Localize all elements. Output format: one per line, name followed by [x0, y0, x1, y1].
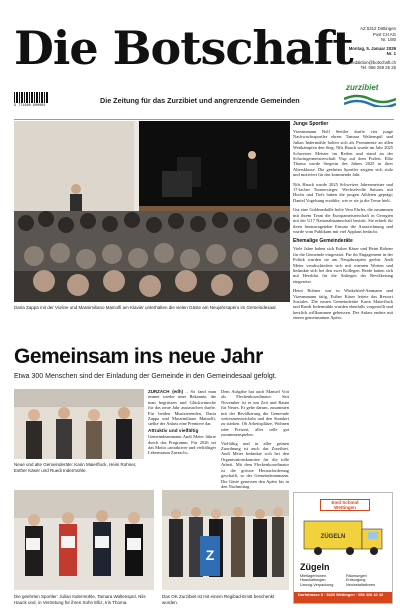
- caption-gemeinderaete: Neue und alte Gemeinderäte: Karin Maierfluck, Heini Rohner, Esther Käser und Ruedi Indermühle.: [14, 462, 137, 473]
- ad-service: Räumungen: [346, 574, 367, 578]
- ad-brand-line: Wettingen: [334, 504, 356, 510]
- svg-text:ZÜGELN: ZÜGELN: [320, 534, 346, 540]
- barcode-icon: [14, 92, 48, 103]
- ad-service: Umzug-Verpackung: [300, 582, 334, 587]
- logo-text: zurzibiet: [346, 83, 379, 92]
- article-text: Dem Aufgabe hat auch Manuel Voit als Fleckenkoordinator. Seit November ist es um Zeit und Raum für Neues. Er gehe darum, zusammen mit der Bevölkerung die Gemeinde weiterzuentwickeln und den Standort zu stärken. Ob Arbeitsplätze, Wohnen oder Freizeit, alles solle gut zusammenspielen.: [221, 389, 289, 438]
- article-text: Gemeindeammann Andi Meier führte durch das Programm. Für 2026 sei das Motto «attraktiver und vielfältiger Lebensraum Zurzach».: [148, 434, 216, 456]
- ad-emil-schmid[interactable]: [293, 492, 393, 604]
- sidebar-heading-sportler: Junge Sportler: [293, 121, 329, 127]
- caption-top: Daria Zappa mit der Violine und Massimiliano Mainolfi am Klavier unterhalten die vielen Gäste am Neujahrsapéro im Gemeindesaal.: [14, 305, 277, 310]
- newspaper-title: Die Botschaft: [14, 21, 353, 75]
- meta-line: Post CH AG: [372, 31, 396, 37]
- contact-phone: Tel. 056 269 25 25: [360, 65, 396, 70]
- article-headline: Gemeinsam ins neue Jahr: [14, 345, 263, 368]
- sidebar-paragraph: Gut eine Goldmedaille holte Vera Ehrler, die zusammen mit ihrem Team die Europameisterschaft in Georgien mit der U17 Nationalmannschaft bestritt. Sie erhielt für ihren herausragenden Einsatz die Auszeichnung und wurde vom Publikum mit viel Applaus bedacht.: [293, 207, 393, 234]
- tagline: Die Zeitung für das Zurzibiet und angrenzende Gemeinden: [100, 96, 300, 105]
- folio-divider: [14, 119, 394, 120]
- photo-sportler: [14, 490, 154, 590]
- article-column-1: [148, 389, 216, 456]
- barcode-number: 9 771660 600002: [14, 104, 46, 108]
- ad-services-left: [300, 574, 333, 587]
- ad-brand: [320, 499, 370, 511]
- issue-meta: [344, 26, 396, 71]
- photo-scene: [162, 490, 289, 590]
- photo-ok-zurzibiet: [162, 490, 289, 590]
- ad-service: Haushaltungen: [300, 578, 326, 583]
- photo-neujahrsapero: [14, 121, 290, 302]
- photo-scene: [14, 389, 144, 459]
- sidebar-paragraph: Viele Jahre haben sich Esther Käser und Heini Rohner für die Gemeinde eingesetzt. Für ihr Engagement in der Politik wurden sie am Neujahrsapéro geehrt. Andi Meier verabschiedete sich mit warmen Worten und bedankte sich bei den zwei Kollegen. Beide hatten sich mit Herzblut für die Anliegen der Bevölkerung eingesetzt.: [293, 246, 393, 284]
- ad-service: Mietlagerboxen: [300, 574, 326, 578]
- ad-service: Entsorgung: [346, 578, 366, 583]
- zurzibiet-logo: [344, 83, 396, 111]
- photo-gemeinderaete: [14, 389, 144, 459]
- sidebar-paragraph: Nils Hauck wurde 2025 Schweizer Jahresmeister und 17-facher Turniersieger. Wechselvolle Saisons mit Hochs und Tiefs haben die jungen Athleten geprägt; Daniel Vogelsang erzählte, wie er sie ja die Treue hielt.: [293, 181, 393, 203]
- article-dateline: ZURZACH (edh): [148, 389, 184, 394]
- sidebar-paragraph: Vizeammann Rolf Stettler durfte vier junge Nachwuchssportler ehren: Tamara Waltenspül und Julian Indermühle holten sich als Prominente an allen Wettkämpfen den Sieg; Nils Hauck wurde im Jahr 2025 Schweizer Meister im Reifen und stand an der Schwingermeisterschaft Visp auf dem Podest. Elliz Thoma wurde Siegerin des Jahres 2025 in ihrer Altersklasse. Die geehrten Sportler zeigten sich stolz und motiviert für das kommende Jahr.: [293, 129, 393, 178]
- truck-icon: [294, 513, 393, 561]
- article-subhead: Etwa 300 Menschen sind der Einladung der Gemeinde in den Gemeindesaal gefolgt.: [14, 373, 277, 380]
- meta-line: AZ 5312 Döttingen: [360, 26, 396, 31]
- issue-number: Nr. 1: [386, 51, 396, 56]
- ad-services-right: [346, 574, 375, 587]
- wave-icon: [344, 93, 396, 107]
- ad-brand-line: Emil Schmid: [331, 500, 359, 505]
- masthead: [0, 0, 400, 118]
- article-text: Vielfältig und in aller grünen Zuordnung ist auch das Zurzibiet. Andi Meier bedankte sich bei den Organisationskomitee für die tolle Arbeit. Mit dem Fleckenkoordinator ist die grösste Herausforderung geschafft, so der Gemeindeammann. Die Gäste genossen den Apéro bis in den Nachmittag.: [221, 440, 289, 489]
- contact-email: redaktion@botschaft.ch: [350, 59, 396, 65]
- issue-date: Montag, 5. Januar 2026: [348, 45, 396, 51]
- ad-service: Neuinstallationen: [346, 582, 376, 587]
- meta-line: Nr. 1/80: [380, 37, 396, 42]
- caption-ok-zurzibiet: Das OK Zurzibiet ist mit einem Regibad-Emitt beschenkt worden.: [162, 594, 275, 605]
- svg-text:Z: Z: [205, 547, 215, 563]
- article-text: – So fand man immer wieder neue Bekannte, die man begrüssen und Glückwünsche für das neue Jahr austauschen durfte. Für beiden Musizierenden, Daria Zappa und Massimiliano Mainolfi, stellte der Anlass eine Premiere dar.: [148, 389, 217, 427]
- caption-sportler: Die geehrten Sportler: Julian Indermühle, Tamara Waltenspül, Nils Hauck und, in Vertretung für ihren Sohn Elliz, Iris Thoma.: [14, 594, 146, 605]
- article-column-2: [221, 389, 289, 489]
- article-subheading: Attraktiv und vielfältig: [148, 428, 199, 434]
- photo-scene: [14, 490, 154, 590]
- ad-address: Dorfstrasse 8 · 5430 Wettingen · 056 426 42 42: [294, 592, 392, 603]
- sidebar-paragraph: Heini Rohner war in Winkelried-Ammann und Vizeammann tätig, Esther Käser leitete das Ressort Soziales. Die neuen Gemeinderäte Karin Maierfluck und Ruedi Indermühle wurden ebenfalls vorgestellt und herzlich willkommen geheissen. Der Anlass endete mit einem gemeinsamen Apéro.: [293, 288, 393, 321]
- photo-scene: [14, 121, 290, 302]
- sidebar-heading-gemeinderaete: Ehemalige Gemeinderäte: [293, 238, 353, 245]
- ad-headline: Zügeln: [300, 562, 330, 572]
